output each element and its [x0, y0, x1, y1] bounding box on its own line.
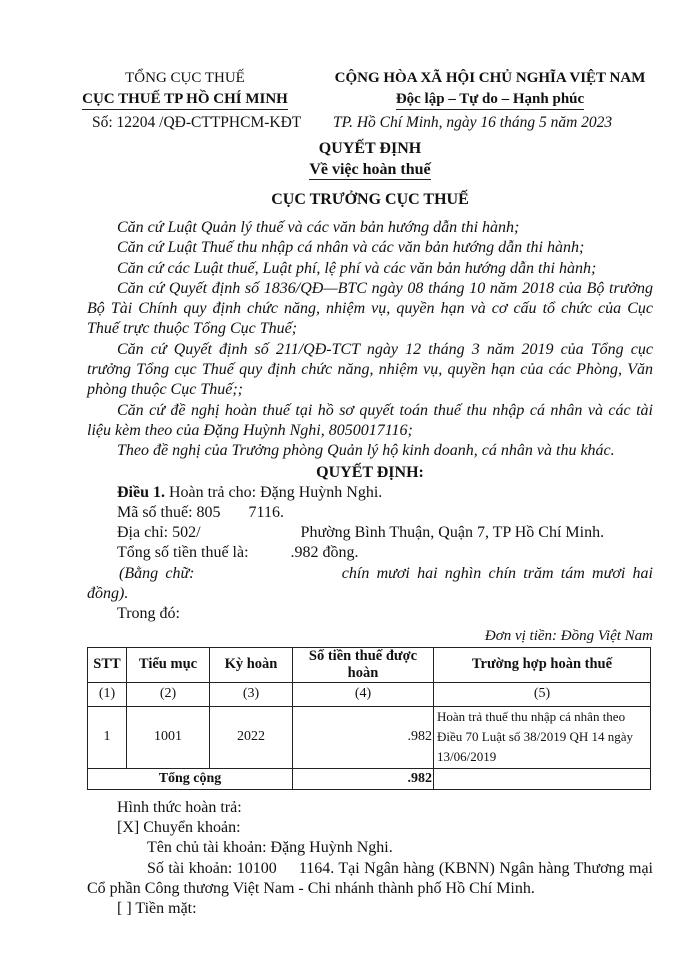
- cell-so-tien: .982: [293, 706, 434, 768]
- col-number: (2): [127, 682, 210, 706]
- agency-name: CỤC THUẾ TP HỒ CHÍ MINH: [82, 90, 288, 110]
- total-value: .982: [293, 768, 434, 789]
- subtitle-text: Về việc hoàn thuế: [309, 161, 431, 178]
- column-number-row: [88, 682, 651, 706]
- account-number: [87, 859, 653, 900]
- agency-block: [60, 68, 310, 110]
- national-block: [300, 68, 680, 110]
- issuer: CỤC TRƯỞNG CỤC THUẾ: [271, 191, 469, 208]
- tax-code-suffix: 7116.: [248, 503, 284, 521]
- document-number: Số: 12204 /QĐ-CTTPHCM-KĐT: [92, 114, 302, 131]
- account-bank: 1164. Tại Ngân hàng (KBNN) Ngân hàng Thương mại Cổ phần Công thương Việt Nam - Chi nhánh thành phố Hồ Chí Minh.: [87, 859, 654, 897]
- article-label: Điều 1.: [117, 483, 165, 501]
- decision-heading: QUYẾT ĐỊNH:: [316, 463, 424, 481]
- preamble-item: Căn cứ Quyết định số 211/QĐ-TCT ngày 12 tháng 3 năm 2019 của Tổng cục trưởng Tổng cục Thuế quy định chức năng, nhiệm vụ, quyền hạn của các Phòng, Văn phòng thuộc Cục Thuế;;: [87, 340, 653, 399]
- cash-option: [ ] Tiền mặt:: [117, 900, 197, 918]
- address-prefix: Địa chỉ: 502/: [117, 524, 201, 542]
- document-subtitle: [87, 159, 653, 180]
- col-tieu-muc: Tiểu mục: [127, 647, 210, 682]
- place-date: TP. Hồ Chí Minh, ngày 16 tháng 5 năm 2023: [333, 114, 613, 131]
- document-body: [87, 138, 653, 919]
- refund-table: [87, 647, 651, 790]
- col-number: (4): [293, 682, 434, 706]
- total-label: Tổng cộng: [88, 768, 293, 789]
- preamble-item: Căn cứ Quyết định số 1836/QĐ—BTC ngày 08 tháng 10 năm 2018 của Bộ trưởng Bộ Tài Chính quy định chức năng, nhiệm vụ, quyền hạn và cơ cấu tổ chức của Cục Thuế trực thuộc Tổng Cục Thuế;: [87, 279, 653, 338]
- agency-parent: TỔNG CỤC THUẾ: [125, 70, 245, 86]
- total-empty: [434, 768, 651, 789]
- preamble-item: Theo đề nghị của Trưởng phòng Quản lý hộ kinh doanh, cá nhân và thu khác.: [117, 442, 615, 460]
- preamble-item: Căn cứ Luật Quản lý thuế và các văn bản hướng dẫn thi hành;: [117, 219, 520, 236]
- account-prefix: Số tài khoản: 10100: [147, 859, 277, 877]
- tax-code: [87, 503, 653, 523]
- country-name: CỘNG HÒA XÃ HỘI CHỦ NGHĨA VIỆT NAM: [334, 70, 646, 86]
- transfer-option: [X] Chuyển khoản:: [117, 818, 241, 836]
- document-title: QUYẾT ĐỊNH: [318, 140, 422, 157]
- motto: Độc lập – Tự do – Hạnh phúc: [396, 90, 584, 110]
- cell-stt: 1: [88, 706, 127, 768]
- cell-tieu-muc: 1001: [127, 706, 210, 768]
- total-row: [88, 768, 651, 789]
- total-label: Tổng số tiền thuế là:: [117, 544, 249, 562]
- table-header-row: [88, 647, 651, 682]
- table-row: [88, 706, 651, 768]
- preamble: [87, 218, 653, 462]
- currency-unit: Đơn vị tiền: Đồng Việt Nam: [484, 627, 653, 644]
- col-stt: STT: [88, 647, 127, 682]
- cell-ky-hoan: 2022: [210, 706, 293, 768]
- words-text: chín mươi hai nghìn chín trăm tám mươi hai đồng).: [87, 564, 654, 603]
- col-ky-hoan: Kỳ hoàn: [210, 647, 293, 682]
- col-number: (3): [210, 682, 293, 706]
- cell-truong-hop: Hoàn trả thuế thu nhập cá nhân theo Điều 70 Luật số 38/2019 QH 14 ngày 13/06/2019: [434, 706, 651, 768]
- address-suffix: Phường Bình Thuận, Quận 7, TP Hồ Chí Minh.: [300, 524, 605, 542]
- total-amount: [87, 543, 653, 563]
- payment-method: [87, 798, 653, 920]
- col-so-tien: Số tiền thuế được hoàn: [293, 647, 434, 682]
- recipient-text: Hoàn trả cho: Đặng Huỳnh Nghi.: [169, 483, 383, 501]
- words-prefix: (Bằng chữ:: [119, 564, 202, 582]
- col-number: (5): [434, 682, 651, 706]
- article-1: [87, 483, 653, 625]
- col-number: (1): [88, 682, 127, 706]
- preamble-item: Căn cứ Luật Thuế thu nhập cá nhân và các văn bản hướng dẫn thi hành;: [117, 239, 585, 257]
- col-truong-hop: Trường hợp hoàn thuế: [434, 647, 651, 682]
- account-holder: Tên chủ tài khoản: Đặng Huỳnh Nghi.: [147, 839, 393, 857]
- in-which: Trong đó:: [117, 605, 180, 623]
- tax-code-prefix: Mã số thuế: 805: [117, 503, 221, 521]
- address: [87, 523, 653, 543]
- payment-heading: Hình thức hoàn trả:: [117, 798, 242, 816]
- preamble-item: Căn cứ đề nghị hoàn thuế tại hồ sơ quyết toán thuế thu nhập cá nhân và các tài liệu kèm theo của Đặng Huỳnh Nghi, 8050017116;: [87, 401, 653, 439]
- preamble-item: Căn cứ các Luật thuế, Luật phí, lệ phí và các văn bản hướng dẫn thi hành;: [117, 259, 597, 277]
- refund-recipient: [87, 483, 653, 503]
- amount-in-words: [87, 564, 653, 605]
- total-value: .982 đồng.: [290, 544, 359, 562]
